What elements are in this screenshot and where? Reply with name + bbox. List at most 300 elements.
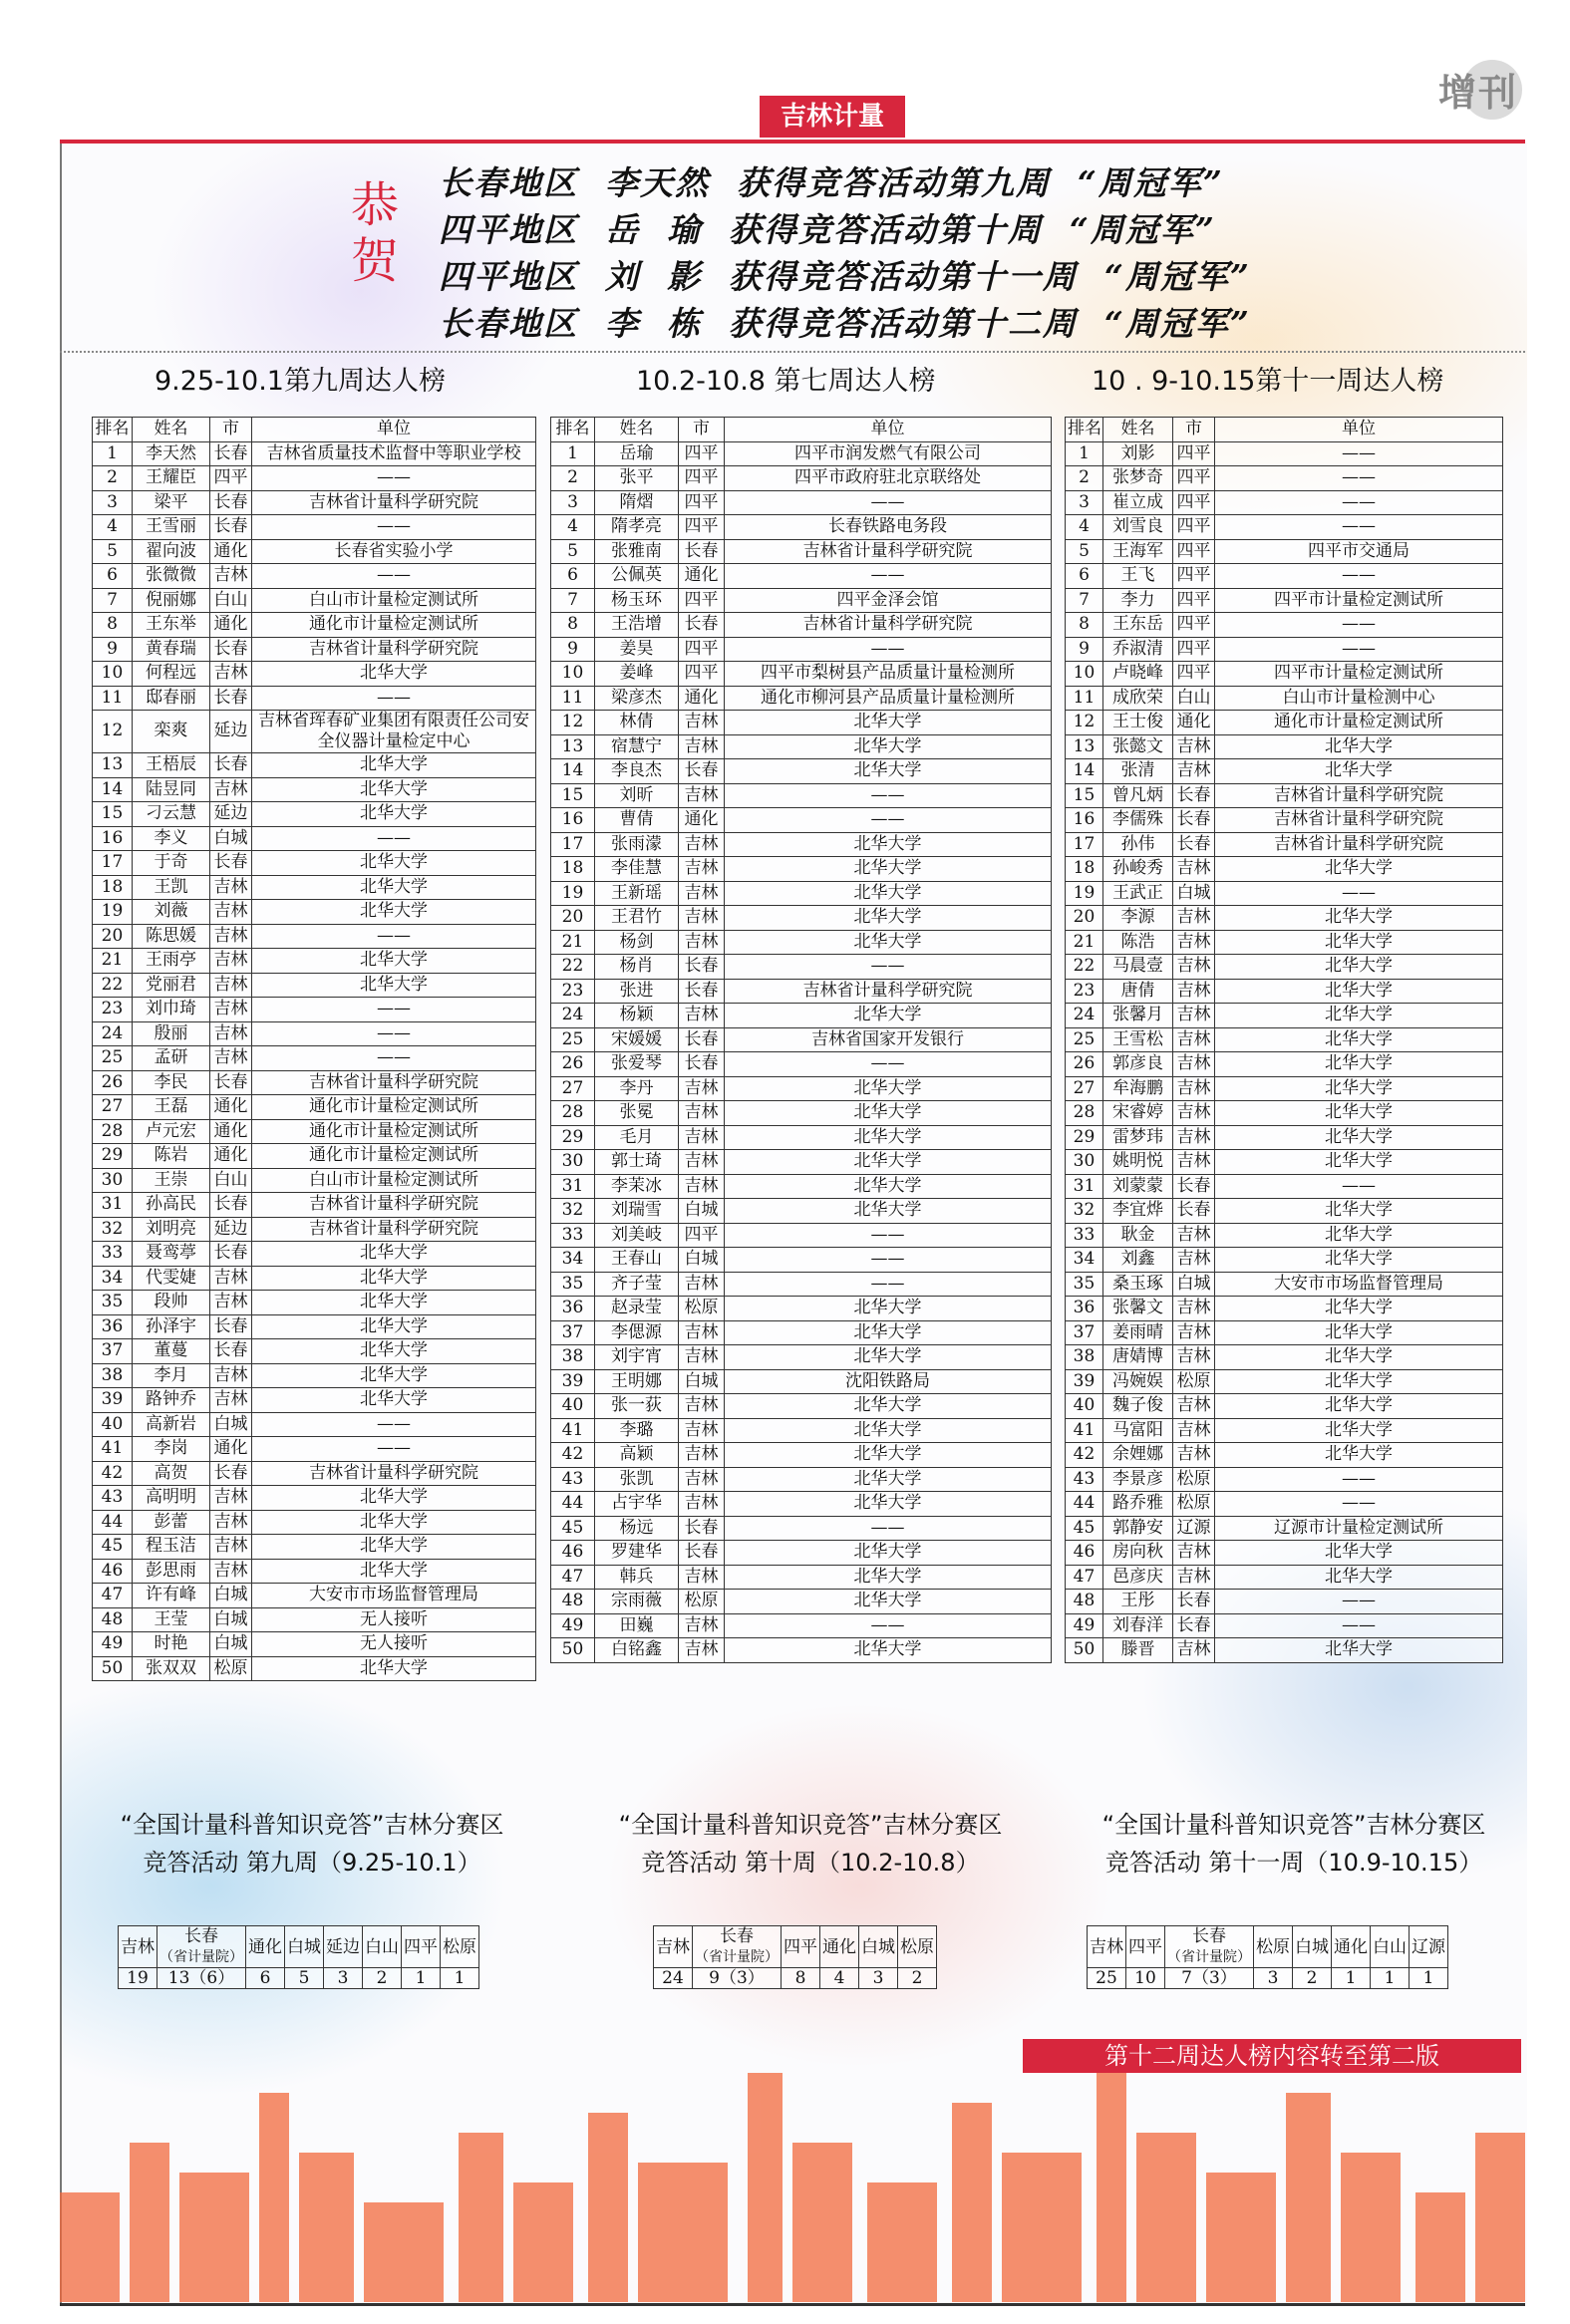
rank-cell: 12 <box>551 711 595 735</box>
city-header: 长春 （省计量院） <box>157 1926 246 1968</box>
rank-cell: 27 <box>1066 1076 1103 1101</box>
unit-cell: 北华大学 <box>725 1174 1052 1199</box>
name-cell: 邑彦庆 <box>1103 1565 1173 1590</box>
unit-cell: 白山市计量检定测试所 <box>252 1168 536 1193</box>
table-row <box>551 1150 1052 1175</box>
unit-cell: 北华大学 <box>725 734 1052 759</box>
unit-cell: 北华大学 <box>252 1559 536 1584</box>
unit-cell: 北华大学 <box>1215 1076 1503 1101</box>
city-cell: 吉林 <box>679 881 725 906</box>
rank-cell: 3 <box>551 490 595 515</box>
city-cell: 吉林 <box>210 1046 252 1071</box>
rank-cell: 17 <box>1066 832 1103 857</box>
rank-cell: 35 <box>551 1272 595 1297</box>
city-cell: 白城 <box>210 1584 252 1608</box>
rank-cell: 48 <box>93 1607 133 1632</box>
week11-summary-table <box>1087 1925 1448 1989</box>
rank-cell: 25 <box>1066 1027 1103 1052</box>
unit-cell: 北华大学 <box>252 802 536 827</box>
rank-cell: 11 <box>1066 686 1103 711</box>
rank-cell: 19 <box>551 881 595 906</box>
unit-cell: 吉林省质量技术监督中等职业学校 <box>252 441 536 466</box>
rank-cell: 17 <box>93 851 133 876</box>
winner-line: 长春地区 李天然 获得竞答活动第九周 “周冠军” <box>439 163 1224 202</box>
city-cell: 吉林 <box>679 1467 725 1492</box>
rank-cell: 18 <box>551 857 595 882</box>
name-cell: 宋媛媛 <box>595 1027 679 1052</box>
unit-cell: 北华大学 <box>725 1076 1052 1101</box>
column-header: 市 <box>679 418 725 442</box>
table-row <box>1066 881 1503 906</box>
rank-cell: 4 <box>93 515 133 540</box>
name-cell: 隋孝亮 <box>595 515 679 540</box>
city-cell: 吉林 <box>210 1388 252 1413</box>
table-row <box>551 1492 1052 1517</box>
name-cell: 宋睿婷 <box>1103 1101 1173 1126</box>
city-cell: 四平 <box>1173 637 1215 662</box>
name-cell: 党丽君 <box>133 973 210 998</box>
rank-cell: 34 <box>1066 1248 1103 1273</box>
table-row <box>93 564 536 589</box>
name-cell: 陈浩 <box>1103 930 1173 955</box>
column-header: 市 <box>210 418 252 442</box>
name-cell: 栾爽 <box>133 711 210 753</box>
unit-cell: 吉林省计量科学研究院 <box>252 1070 536 1095</box>
unit-cell: —— <box>252 466 536 491</box>
table-row <box>551 1320 1052 1345</box>
table-row <box>551 1052 1052 1077</box>
rank-cell: 30 <box>551 1150 595 1175</box>
table-row <box>93 973 536 998</box>
name-cell: 齐子莹 <box>595 1272 679 1297</box>
table-row <box>551 1345 1052 1370</box>
table-row <box>93 490 536 515</box>
name-cell: 王明娜 <box>595 1369 679 1394</box>
unit-cell: 北华大学 <box>252 1339 536 1364</box>
table-row <box>93 1314 536 1339</box>
unit-cell: 北华大学 <box>725 906 1052 931</box>
name-cell: 杨颖 <box>595 1004 679 1028</box>
city-cell: 吉林 <box>1173 906 1215 931</box>
city-cell: 长春 <box>679 759 725 784</box>
table-row <box>1066 1174 1503 1199</box>
city-cell: 四平 <box>1173 613 1215 638</box>
name-cell: 毛月 <box>595 1125 679 1150</box>
unit-cell: —— <box>1215 881 1503 906</box>
name-cell: 倪丽娜 <box>133 588 210 613</box>
rank-cell: 32 <box>551 1199 595 1224</box>
city-cell: 白城 <box>679 1199 725 1224</box>
rank-cell: 18 <box>1066 857 1103 882</box>
city-cell: 吉林 <box>1173 857 1215 882</box>
unit-cell: 北华大学 <box>1215 857 1503 882</box>
name-cell: 王东举 <box>133 613 210 638</box>
unit-cell: 北华大学 <box>725 832 1052 857</box>
rank-cell: 8 <box>1066 613 1103 638</box>
table-row <box>93 1144 536 1169</box>
unit-cell: 吉林省计量科学研究院 <box>1215 832 1503 857</box>
name-cell: 路乔雅 <box>1103 1492 1173 1517</box>
unit-cell: —— <box>725 637 1052 662</box>
name-cell: 王崇 <box>133 1168 210 1193</box>
name-cell: 马富阳 <box>1103 1418 1173 1443</box>
continued-notice: 第十二周达人榜内容转至第二版 <box>1023 2039 1521 2073</box>
city-cell: 长春 <box>210 1193 252 1218</box>
rank-cell: 9 <box>93 637 133 662</box>
table-row <box>93 998 536 1022</box>
count-cell: 6 <box>246 1968 285 1989</box>
table-row <box>551 662 1052 687</box>
table-row <box>1066 1076 1503 1101</box>
name-cell: 韩兵 <box>595 1565 679 1590</box>
name-cell: 刘巾琦 <box>133 998 210 1022</box>
city-cell: 长春 <box>679 539 725 564</box>
count-cell: 2 <box>898 1968 937 1989</box>
top-rule <box>60 140 1525 144</box>
city-cell: 吉林 <box>1173 1052 1215 1077</box>
unit-cell: 北华大学 <box>1215 1004 1503 1028</box>
table-row <box>551 1394 1052 1419</box>
city-cell: 长春 <box>679 1052 725 1077</box>
unit-cell: 吉林省国家开发银行 <box>725 1027 1052 1052</box>
city-header: 通化 <box>820 1926 859 1968</box>
unit-cell: 北华大学 <box>725 1541 1052 1566</box>
name-cell: 王武正 <box>1103 881 1173 906</box>
city-cell: 四平 <box>679 1223 725 1248</box>
table-row <box>1066 1004 1503 1028</box>
unit-cell: —— <box>725 1613 1052 1638</box>
rank-cell: 11 <box>93 686 133 711</box>
table-row <box>1066 1101 1503 1126</box>
unit-cell: 无人接听 <box>252 1632 536 1657</box>
name-cell: 刘宇宵 <box>595 1345 679 1370</box>
name-cell: 王浩增 <box>595 613 679 638</box>
table-row <box>1066 1638 1503 1663</box>
name-cell: 代雯婕 <box>133 1266 210 1291</box>
rank-cell: 43 <box>551 1467 595 1492</box>
city-cell: 吉林 <box>679 906 725 931</box>
city-header: 长春 （省计量院） <box>693 1926 782 1968</box>
city-cell: 吉林 <box>1173 1320 1215 1345</box>
table-row <box>93 1412 536 1437</box>
summary-title-line: “全国计量科普知识竞答”吉林分赛区 <box>1101 1811 1486 1839</box>
rank-cell: 37 <box>1066 1320 1103 1345</box>
name-cell: 孙伟 <box>1103 832 1173 857</box>
name-cell: 王彤 <box>1103 1590 1173 1614</box>
name-cell: 王雪松 <box>1103 1027 1173 1052</box>
table-row <box>93 1559 536 1584</box>
city-cell: 通化 <box>210 1144 252 1169</box>
unit-cell: 无人接听 <box>252 1607 536 1632</box>
city-cell: 四平 <box>679 662 725 687</box>
city-cell: 长春 <box>679 1516 725 1541</box>
unit-cell: 四平金泽会馆 <box>725 588 1052 613</box>
name-cell: 张凯 <box>595 1467 679 1492</box>
rank-cell: 19 <box>93 900 133 925</box>
rank-cell: 34 <box>93 1266 133 1291</box>
name-cell: 刁云慧 <box>133 802 210 827</box>
rank-cell: 27 <box>551 1076 595 1101</box>
city-cell: 白城 <box>1173 1272 1215 1297</box>
city-header: 白山 <box>363 1926 402 1968</box>
name-cell: 姜昊 <box>595 637 679 662</box>
unit-cell: 北华大学 <box>725 1565 1052 1590</box>
name-cell: 李民 <box>133 1070 210 1095</box>
city-cell: 吉林 <box>1173 1004 1215 1028</box>
unit-cell: 北华大学 <box>252 900 536 925</box>
city-cell: 白城 <box>210 1632 252 1657</box>
rank-cell: 48 <box>551 1590 595 1614</box>
name-cell: 张冕 <box>595 1101 679 1126</box>
city-header: 辽源 <box>1410 1926 1448 1968</box>
rank-cell: 8 <box>551 613 595 638</box>
table-row <box>551 441 1052 466</box>
table-row <box>1066 1223 1503 1248</box>
city-cell: 长春 <box>1173 832 1215 857</box>
name-cell: 张梦奇 <box>1103 466 1173 491</box>
rank-cell: 47 <box>93 1584 133 1608</box>
name-cell: 王梧辰 <box>133 753 210 778</box>
rank-cell: 21 <box>551 930 595 955</box>
name-cell: 李景彦 <box>1103 1467 1173 1492</box>
table-row <box>551 1004 1052 1028</box>
city-cell: 吉林 <box>679 1004 725 1028</box>
city-cell: 四平 <box>679 637 725 662</box>
rank-cell: 29 <box>93 1144 133 1169</box>
table-row <box>1066 759 1503 784</box>
city-cell: 白城 <box>210 1412 252 1437</box>
city-cell: 长春 <box>1173 808 1215 833</box>
column-header: 单位 <box>252 418 536 442</box>
name-cell: 李宜烨 <box>1103 1199 1173 1224</box>
city-cell: 白城 <box>1173 881 1215 906</box>
name-cell: 姜峰 <box>595 662 679 687</box>
name-cell: 张清 <box>1103 759 1173 784</box>
rank-cell: 11 <box>551 686 595 711</box>
count-cell: 9（3） <box>693 1968 782 1989</box>
city-cell: 吉林 <box>1173 1150 1215 1175</box>
rank-cell: 49 <box>1066 1613 1103 1638</box>
city-cell: 吉林 <box>1173 1418 1215 1443</box>
name-cell: 桑玉琢 <box>1103 1272 1173 1297</box>
dotted-divider <box>60 351 1525 353</box>
unit-cell: —— <box>1215 1174 1503 1199</box>
city-cell: 长春 <box>679 955 725 980</box>
table-row <box>93 1266 536 1291</box>
table-row <box>1066 906 1503 931</box>
city-cell: 白城 <box>210 826 252 851</box>
city-cell: 长春 <box>210 1242 252 1267</box>
rank-cell: 37 <box>93 1339 133 1364</box>
rank-cell: 40 <box>1066 1394 1103 1419</box>
unit-cell: 四平市计量检定测试所 <box>1215 662 1503 687</box>
unit-cell: 北华大学 <box>252 973 536 998</box>
unit-cell: —— <box>1215 1492 1503 1517</box>
table-row <box>551 1272 1052 1297</box>
unit-cell: 北华大学 <box>1215 1125 1503 1150</box>
name-cell: 孙泽宇 <box>133 1314 210 1339</box>
rank-cell: 23 <box>551 979 595 1004</box>
rank-cell: 48 <box>1066 1590 1103 1614</box>
city-cell: 吉林 <box>1173 734 1215 759</box>
unit-cell: 吉林省珲春矿业集团有限责任公司安全仪器计量检定中心 <box>252 711 536 753</box>
name-cell: 李义 <box>133 826 210 851</box>
city-cell: 吉林 <box>210 973 252 998</box>
name-cell: 姚明悦 <box>1103 1150 1173 1175</box>
city-cell: 延边 <box>210 802 252 827</box>
name-cell: 卢元宏 <box>133 1119 210 1144</box>
table-row <box>1066 1394 1503 1419</box>
name-cell: 罗建华 <box>595 1541 679 1566</box>
table-row <box>93 924 536 949</box>
city-cell: 吉林 <box>679 711 725 735</box>
name-cell: 岳瑜 <box>595 441 679 466</box>
name-cell: 崔立成 <box>1103 490 1173 515</box>
week10-ranking-table <box>550 417 1052 1663</box>
unit-cell: —— <box>1215 441 1503 466</box>
rank-cell: 22 <box>93 973 133 998</box>
name-cell: 张平 <box>595 466 679 491</box>
name-cell: 王耀臣 <box>133 466 210 491</box>
unit-cell: 北华大学 <box>1215 1297 1503 1321</box>
name-cell: 李力 <box>1103 588 1173 613</box>
table-row <box>551 1467 1052 1492</box>
city-cell: 吉林 <box>1173 1345 1215 1370</box>
rank-cell: 17 <box>551 832 595 857</box>
unit-cell: 四平市润发燃气有限公司 <box>725 441 1052 466</box>
city-cell: 吉林 <box>210 900 252 925</box>
table-row <box>1066 662 1503 687</box>
name-cell: 时艳 <box>133 1632 210 1657</box>
city-cell: 长春 <box>210 1070 252 1095</box>
city-cell: 四平 <box>679 515 725 540</box>
rank-cell: 44 <box>1066 1492 1103 1517</box>
unit-cell: —— <box>252 1412 536 1437</box>
week10-summary-table <box>653 1925 937 1989</box>
unit-cell: 北华大学 <box>252 851 536 876</box>
column-header: 单位 <box>725 418 1052 442</box>
name-cell: 郭彦良 <box>1103 1052 1173 1077</box>
name-cell: 郭士琦 <box>595 1150 679 1175</box>
rank-cell: 43 <box>93 1486 133 1511</box>
name-cell: 宗雨薇 <box>595 1590 679 1614</box>
unit-cell: 四平市政府驻北京联络处 <box>725 466 1052 491</box>
city-cell: 吉林 <box>210 1535 252 1560</box>
table-row <box>551 1613 1052 1638</box>
rank-cell: 22 <box>551 955 595 980</box>
unit-cell: —— <box>1215 466 1503 491</box>
city-cell: 吉林 <box>679 1394 725 1419</box>
rank-cell: 28 <box>551 1101 595 1126</box>
name-cell: 何程远 <box>133 662 210 687</box>
rank-cell: 4 <box>1066 515 1103 540</box>
table-row <box>551 490 1052 515</box>
name-cell: 魏子俊 <box>1103 1394 1173 1419</box>
city-cell: 吉林 <box>679 1418 725 1443</box>
table-row <box>93 1510 536 1535</box>
unit-cell: 吉林省计量科学研究院 <box>252 1461 536 1486</box>
unit-cell: 北华大学 <box>1215 1345 1503 1370</box>
rank-cell: 33 <box>1066 1223 1103 1248</box>
unit-cell: 北华大学 <box>725 1492 1052 1517</box>
week9-summary-table <box>118 1925 479 1989</box>
rank-cell: 16 <box>551 808 595 833</box>
unit-cell: —— <box>725 564 1052 589</box>
city-cell: 吉林 <box>210 924 252 949</box>
city-header: 白城 <box>859 1926 898 1968</box>
city-cell: 四平 <box>679 441 725 466</box>
unit-cell: 北华大学 <box>1215 1248 1503 1273</box>
column-header: 单位 <box>1215 418 1503 442</box>
name-cell: 张双双 <box>133 1656 210 1681</box>
table-row <box>551 1199 1052 1224</box>
rank-cell: 39 <box>93 1388 133 1413</box>
unit-cell: —— <box>725 1223 1052 1248</box>
city-cell: 长春 <box>210 490 252 515</box>
rank-cell: 34 <box>551 1248 595 1273</box>
rank-cell: 21 <box>93 949 133 974</box>
city-cell: 吉林 <box>679 1272 725 1297</box>
unit-cell: —— <box>1215 1613 1503 1638</box>
table-row <box>93 875 536 900</box>
city-cell: 长春 <box>679 979 725 1004</box>
city-cell: 吉林 <box>1173 1297 1215 1321</box>
unit-cell: 北华大学 <box>1215 1638 1503 1663</box>
bottom-rule <box>60 2303 1525 2306</box>
summary-title-line: 竞答活动 第九周（9.25-10.1） <box>143 1849 481 1877</box>
table-row <box>551 759 1052 784</box>
rank-cell: 33 <box>551 1223 595 1248</box>
unit-cell: 大安市市场监督管理局 <box>252 1584 536 1608</box>
table-row <box>93 1217 536 1242</box>
table-row <box>1066 539 1503 564</box>
name-cell: 陈思媛 <box>133 924 210 949</box>
table-row <box>551 1125 1052 1150</box>
table-row <box>93 900 536 925</box>
unit-cell: —— <box>252 924 536 949</box>
table-header-row <box>93 418 536 442</box>
unit-cell: —— <box>725 490 1052 515</box>
table-row <box>1066 1027 1503 1052</box>
table-row <box>93 613 536 638</box>
rank-cell: 36 <box>1066 1297 1103 1321</box>
count-cell: 1 <box>1410 1968 1448 1989</box>
unit-cell: 吉林省计量科学研究院 <box>725 539 1052 564</box>
table-row <box>1066 637 1503 662</box>
name-cell: 李偲源 <box>595 1320 679 1345</box>
unit-cell: —— <box>1215 490 1503 515</box>
city-cell: 通化 <box>679 808 725 833</box>
name-cell: 郭静安 <box>1103 1516 1173 1541</box>
city-cell: 吉林 <box>210 875 252 900</box>
table-row <box>1066 466 1503 491</box>
table-row <box>1066 588 1503 613</box>
unit-cell: 北华大学 <box>725 881 1052 906</box>
city-cell: 吉林 <box>1173 1443 1215 1468</box>
city-cell: 吉林 <box>679 1345 725 1370</box>
rank-cell: 29 <box>1066 1125 1103 1150</box>
week11-summary-title <box>1075 1806 1513 1882</box>
rank-cell: 26 <box>551 1052 595 1077</box>
city-cell: 吉林 <box>210 949 252 974</box>
name-cell: 张馨文 <box>1103 1297 1173 1321</box>
table-row <box>551 1369 1052 1394</box>
unit-cell: 北华大学 <box>1215 734 1503 759</box>
summary-title-line: 竞答活动 第十一周（10.9-10.15） <box>1104 1849 1483 1877</box>
rank-cell: 45 <box>551 1516 595 1541</box>
unit-cell: 通化市计量检定测试所 <box>1215 711 1503 735</box>
summary-title-line: “全国计量科普知识竞答”吉林分赛区 <box>618 1811 1003 1839</box>
